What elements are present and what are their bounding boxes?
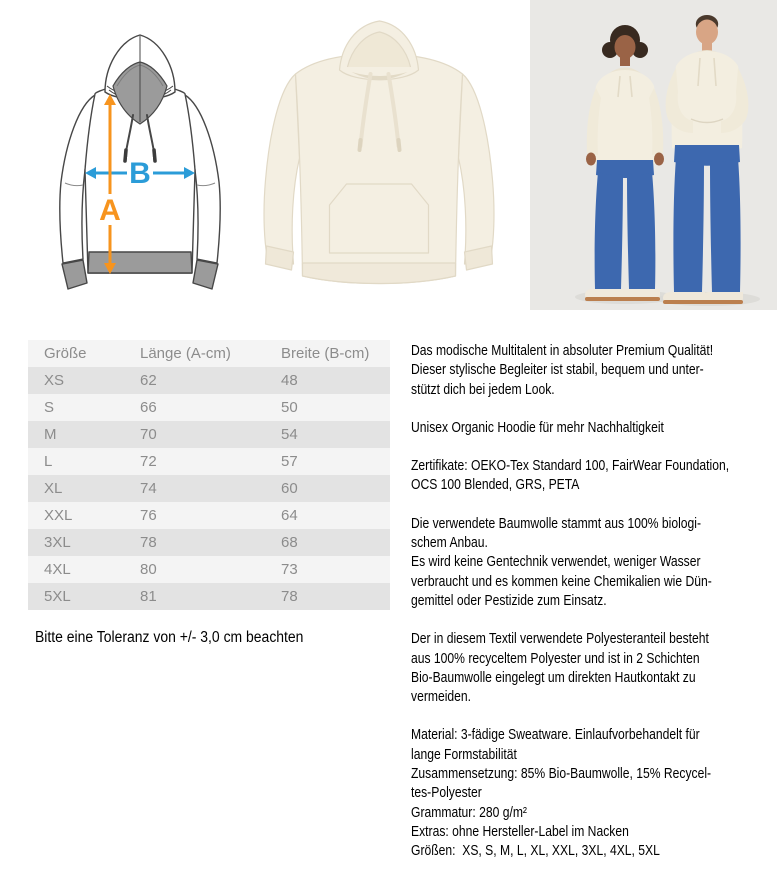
description-line: Bio-Baumwolle eingelegt um direkten Hautkontakt zu bbox=[411, 669, 696, 686]
header-length: Länge (A-cm) bbox=[140, 345, 231, 362]
size-name: XXL bbox=[44, 507, 73, 524]
description-paragraph bbox=[411, 630, 772, 707]
description-line: gemittel oder Pestizide zum Einsatz. bbox=[411, 592, 607, 609]
length-value: 76 bbox=[140, 507, 157, 524]
size-row-S bbox=[28, 394, 390, 421]
size-name: L bbox=[44, 453, 53, 470]
length-value: 78 bbox=[140, 534, 157, 551]
length-value: 66 bbox=[140, 399, 157, 416]
width-value: 48 bbox=[281, 372, 298, 389]
size-row-XL bbox=[28, 475, 390, 502]
description-line: verbraucht und es kommen keine Chemikalien wie Dün- bbox=[411, 573, 712, 590]
size-table bbox=[28, 340, 390, 610]
length-value: 62 bbox=[140, 372, 157, 389]
description-paragraph bbox=[411, 342, 772, 400]
tolerance-note: Bitte eine Toleranz von +/- 3,0 cm beachten bbox=[35, 629, 304, 646]
size-row-XXL bbox=[28, 502, 390, 529]
size-table-header bbox=[28, 340, 390, 367]
width-value: 54 bbox=[281, 426, 298, 443]
length-value: 70 bbox=[140, 426, 157, 443]
description-line: Größen: XS, S, M, L, XL, XXL, 3XL, 4XL, 5XL bbox=[411, 843, 660, 860]
description-line: Zertifikate: OEKO-Tex Standard 100, FairWear Foundation, bbox=[411, 458, 730, 475]
description-line: tes-Polyester bbox=[411, 785, 482, 802]
width-value: 64 bbox=[281, 507, 298, 524]
flatlay-hoodie bbox=[264, 21, 494, 284]
width-value: 60 bbox=[281, 480, 298, 497]
width-value: 50 bbox=[281, 399, 298, 416]
width-value: 57 bbox=[281, 453, 298, 470]
description-line: schem Anbau. bbox=[411, 535, 488, 552]
description-line: Material: 3-fädige Sweatware. Einlaufvorbehandelt für bbox=[411, 727, 700, 744]
description-line: vermeiden. bbox=[411, 689, 472, 706]
description-line: OCS 100 Blended, GRS, PETA bbox=[411, 477, 580, 494]
size-name: XL bbox=[44, 480, 63, 497]
size-name: 5XL bbox=[44, 588, 71, 605]
description-line: Es wird keine Gentechnik verwendet, weniger Wasser bbox=[411, 554, 701, 571]
length-value: 80 bbox=[140, 561, 157, 578]
size-row-L bbox=[28, 448, 390, 475]
size-table-body bbox=[28, 367, 390, 610]
ribbed-trims bbox=[62, 252, 218, 289]
width-value: 68 bbox=[281, 534, 298, 551]
description-line: Extras: ohne Hersteller-Label im Nacken bbox=[411, 823, 629, 840]
description-paragraph bbox=[411, 726, 772, 861]
width-label-b: B bbox=[129, 157, 151, 190]
description-line: lange Formstabilität bbox=[411, 746, 517, 763]
length-value: 74 bbox=[140, 480, 157, 497]
product-description bbox=[411, 342, 772, 873]
size-name: M bbox=[44, 426, 57, 443]
size-name: XS bbox=[44, 372, 65, 389]
size-row-5XL bbox=[28, 583, 390, 610]
width-value: 78 bbox=[281, 588, 298, 605]
hoodie-measurement-diagram[interactable] bbox=[35, 22, 245, 292]
size-row-M bbox=[28, 421, 390, 448]
description-line: stützt dich bei jedem Look. bbox=[411, 381, 555, 398]
description-line: Dieser stylische Begleiter ist stabil, bequem und unter- bbox=[411, 362, 704, 379]
models-photo[interactable] bbox=[530, 0, 777, 310]
size-name: S bbox=[44, 399, 55, 416]
length-label-a: A bbox=[99, 194, 121, 227]
description-line: Der in diesem Textil verwendete Polyesteranteil besteht bbox=[411, 631, 709, 648]
description-line: Zusammensetzung: 85% Bio-Baumwolle, 15% Recycel- bbox=[411, 766, 712, 783]
description-paragraph bbox=[411, 419, 772, 438]
description-line: Unisex Organic Hoodie für mehr Nachhaltigkeit bbox=[411, 419, 664, 436]
description-paragraph bbox=[411, 515, 772, 611]
size-row-XS bbox=[28, 367, 390, 394]
size-row-3XL bbox=[28, 529, 390, 556]
hoodie-flatlay-photo[interactable] bbox=[250, 8, 508, 308]
description-line: Das modische Multitalent in absoluter Premium Qualität! bbox=[411, 343, 714, 359]
description-line: aus 100% recyceltem Polyester und ist in 2 Schichten bbox=[411, 650, 700, 667]
size-name: 3XL bbox=[44, 534, 71, 551]
width-value: 73 bbox=[281, 561, 298, 578]
size-name: 4XL bbox=[44, 561, 71, 578]
header-size: Größe bbox=[44, 345, 87, 362]
size-row-4XL bbox=[28, 556, 390, 583]
length-value: 72 bbox=[140, 453, 157, 470]
length-value: 81 bbox=[140, 588, 157, 605]
description-line: Die verwendete Baumwolle stammt aus 100% biologi- bbox=[411, 515, 701, 532]
description-paragraph bbox=[411, 457, 772, 496]
header-width: Breite (B-cm) bbox=[281, 345, 370, 362]
description-line: Grammatur: 280 g/m² bbox=[411, 804, 527, 821]
